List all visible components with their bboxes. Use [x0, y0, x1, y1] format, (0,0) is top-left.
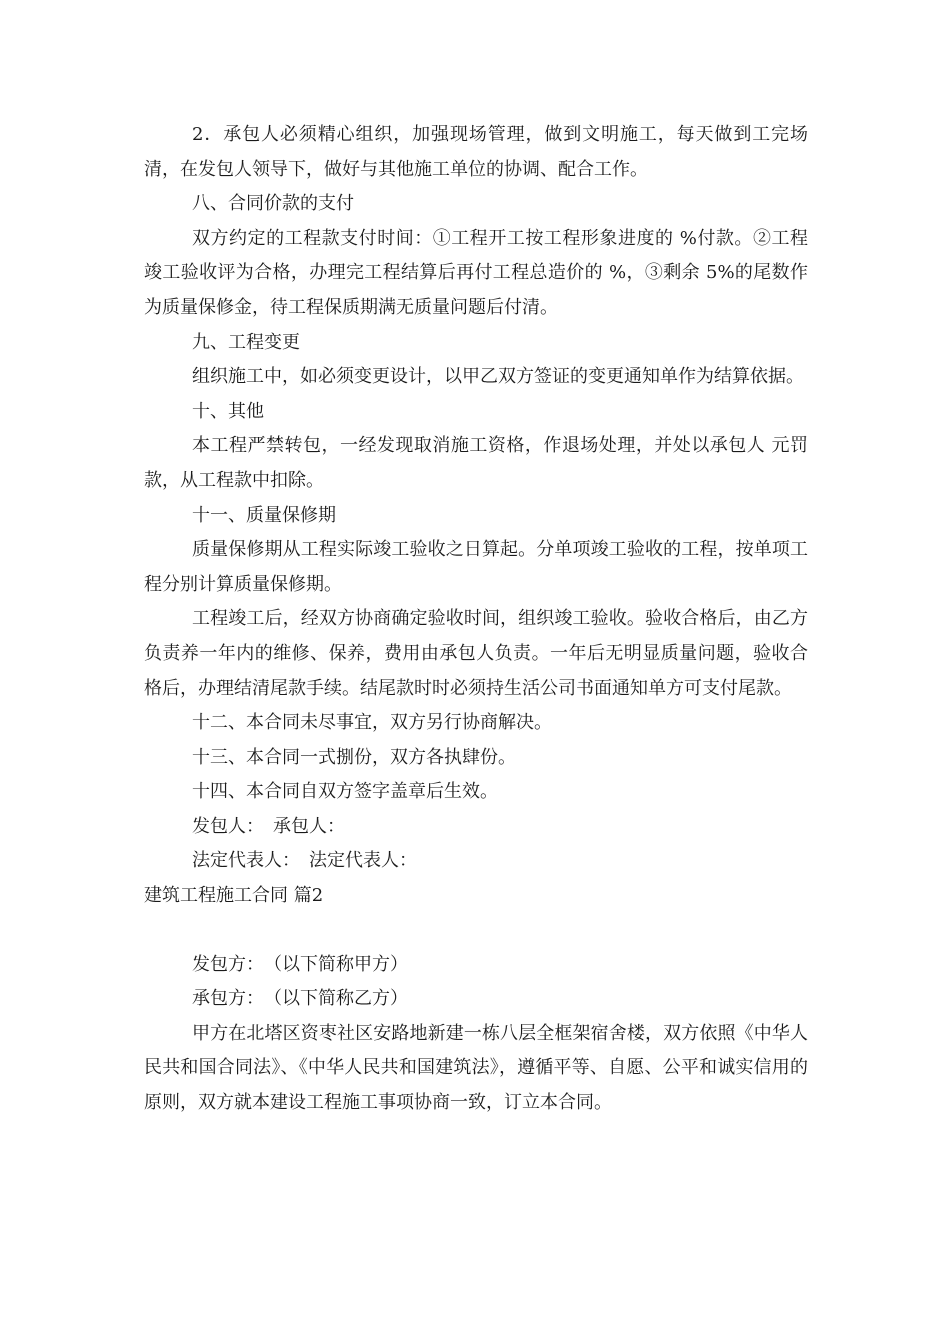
heading-price-payment: 八、合同价款的支付 [192, 193, 354, 215]
heading-other: 十、其他 [192, 400, 264, 422]
paragraph-warranty-start: 质量保修期从工程实际竣工验收之日算起。分单项竣工验收的工程，按单项工程分别计算质量保修期。 [144, 539, 808, 595]
paragraph-change-terms: 组织施工中，如必须变更设计，以甲乙双方签证的变更通知单作为结算依据。 [192, 366, 804, 388]
paragraph-payment-terms: 双方约定的工程款支付时间：①工程开工按工程形象进度的 %付款。②工程竣工验收评为合格，办理完工程结算后再付工程总造价的 %，③剩余 5%的尾数作为质量保修金，待工程保质期满无质量问题后付清。 [144, 227, 808, 318]
heading-warranty-period: 十一、质量保修期 [192, 504, 336, 526]
section-title: 建筑工程施工合同 篇2 [144, 885, 324, 907]
blank-line [144, 914, 808, 948]
paragraph-clause-12: 十二、本合同未尽事宜，双方另行协商解决。 [192, 712, 552, 734]
document-body [144, 118, 808, 1121]
paragraph-clause-14: 十四、本合同自双方签字盖章后生效。 [192, 781, 498, 803]
paragraph-clause-13: 十三、本合同一式捌份，双方各执肆份。 [192, 746, 516, 768]
signature-representatives: 法定代表人： 法定代表人： [192, 850, 417, 872]
party-b-line: 承包方： （以下简称乙方） [192, 988, 408, 1010]
paragraph-subcontract-ban: 本工程严禁转包，一经发现取消施工资格，作退场处理，并处以承包人 元罚款，从工程款中扣除。 [144, 435, 808, 491]
paragraph-item2: 2．承包人必须精心组织，加强现场管理，做到文明施工，每天做到工完场清，在发包人领导下，做好与其他施工单位的协调、配合工作。 [144, 124, 808, 180]
heading-engineering-change: 九、工程变更 [192, 331, 300, 353]
signature-parties: 发包人： 承包人： [192, 815, 345, 837]
paragraph-acceptance: 工程竣工后，经双方协商确定验收时间，组织竣工验收。验收合格后，由乙方负责养一年内的维修、保养，费用由承包人负责。一年后无明显质量问题，验收合格后，办理结清尾款手续。结尾款时时必须持生活公司书面通知单方可支付尾款。 [144, 608, 808, 699]
party-a-line: 发包方： （以下简称甲方） [192, 953, 408, 975]
paragraph-preamble: 甲方在北塔区资枣社区安路地新建一栋八层全框架宿舍楼，双方依照《中华人民共和国合同法》、《中华人民共和国建筑法》，遵循平等、自愿、公平和诚实信用的原则，双方就本建设工程施工事项协商一致，订立本合同。 [144, 1022, 808, 1114]
